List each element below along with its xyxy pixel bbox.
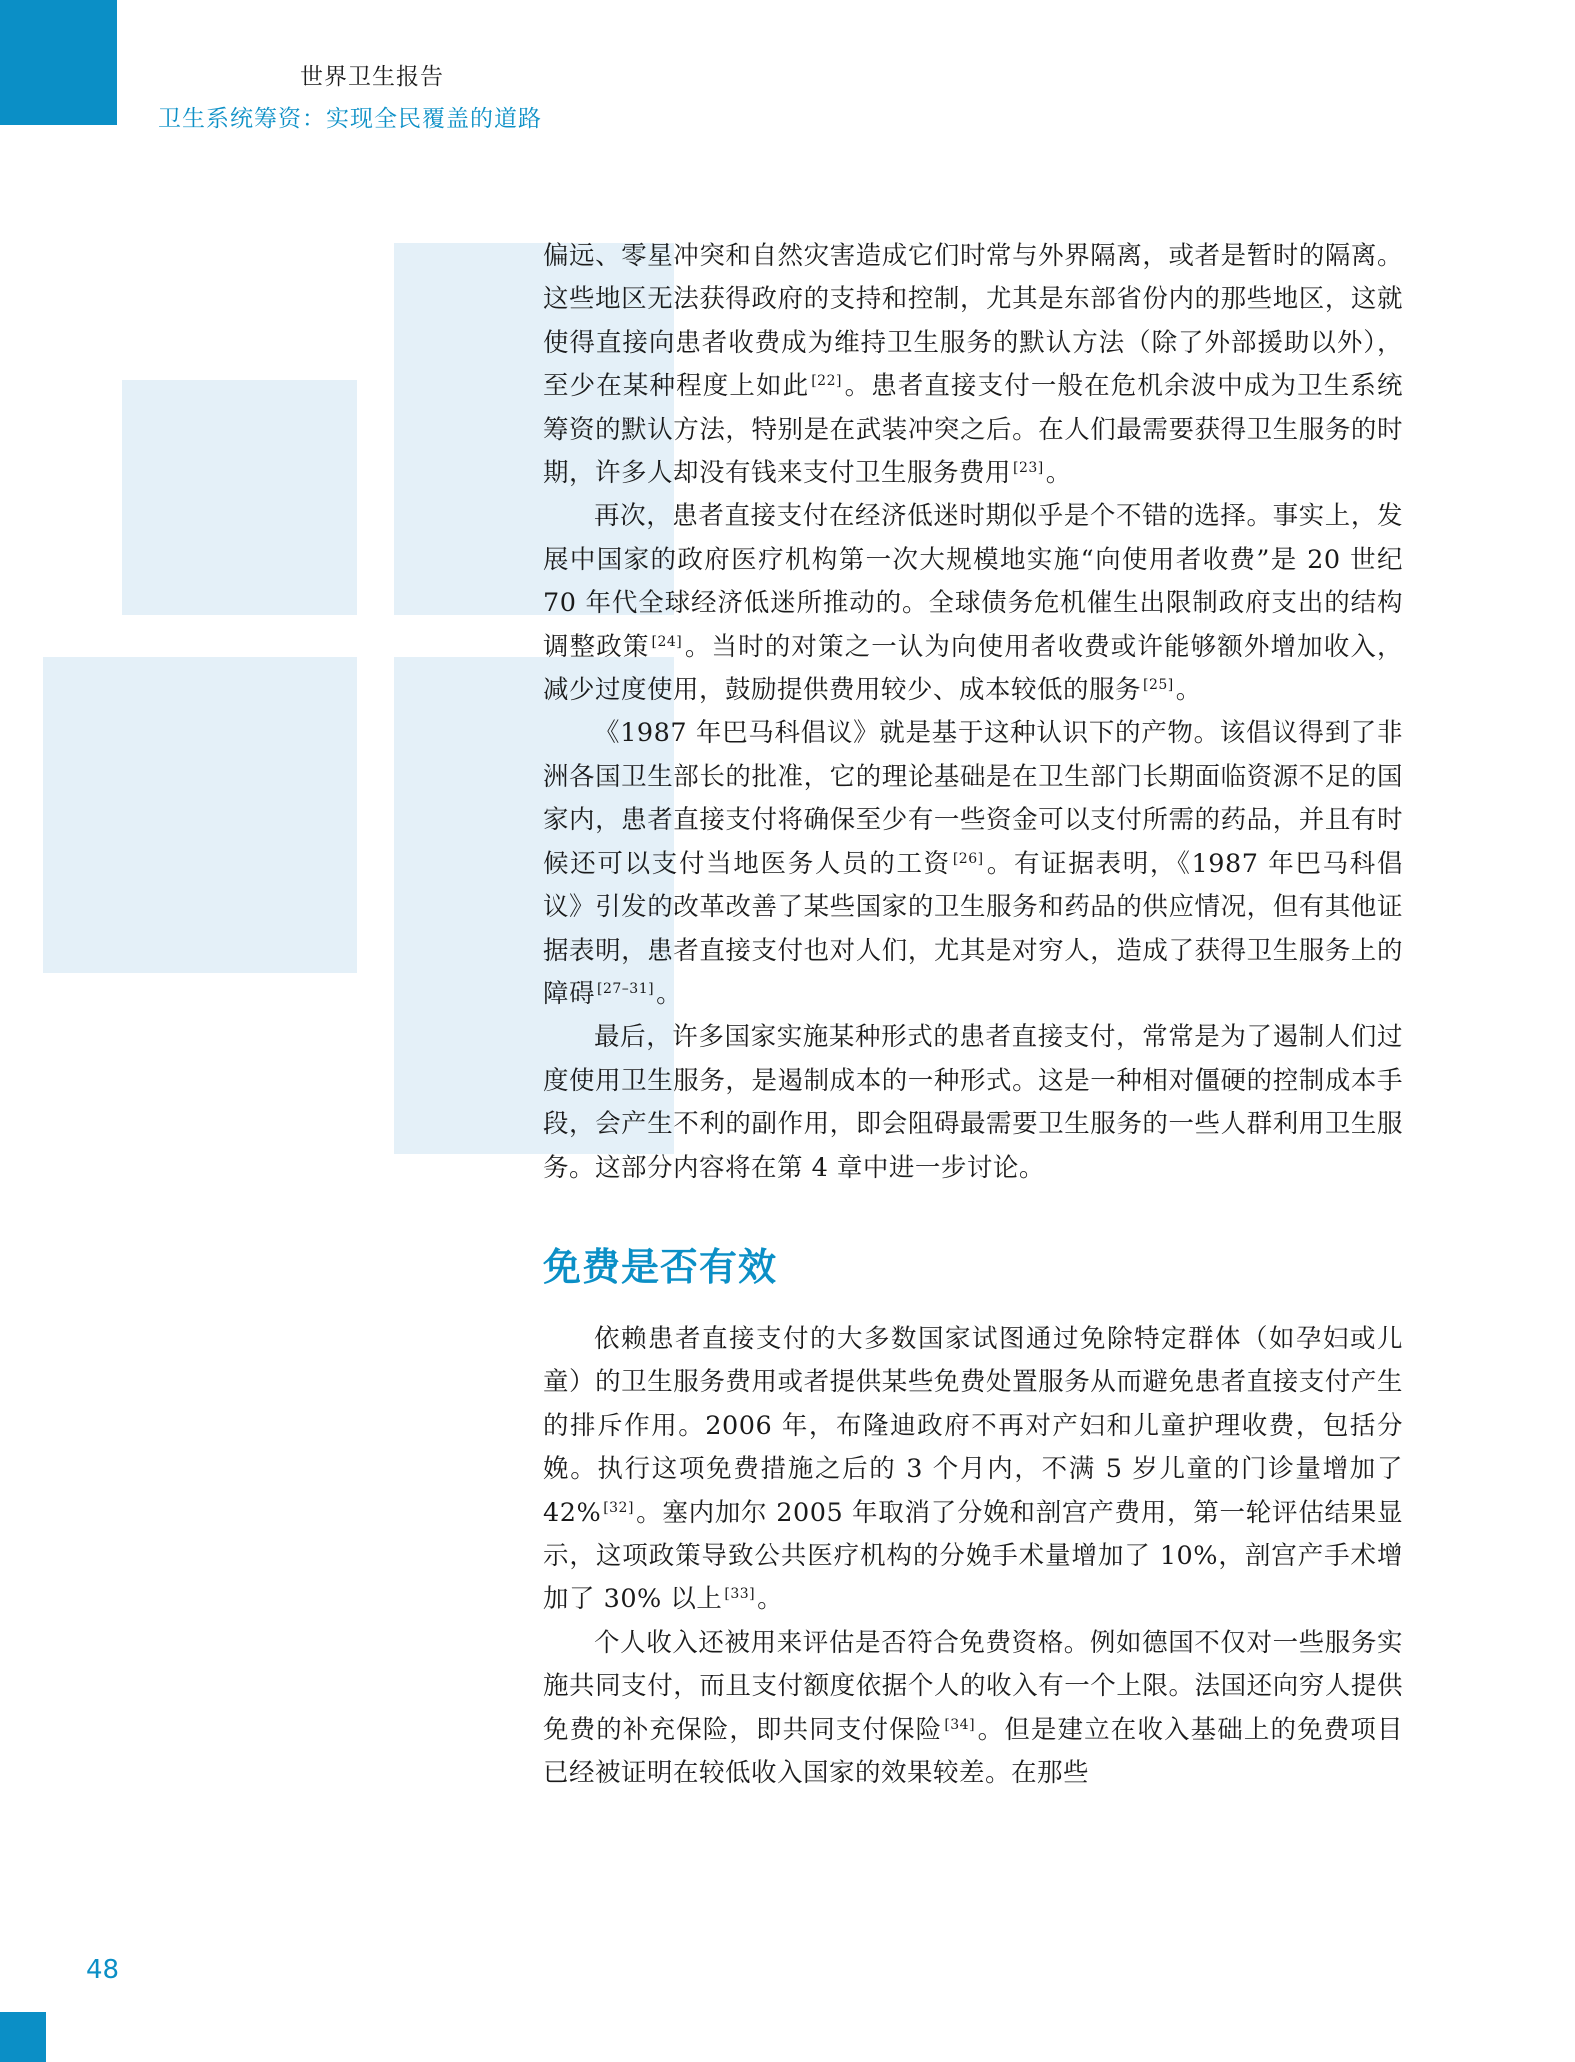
text-run: 偏远、零星冲突和自然灾害造成它们时常与外界隔离，或者是暂时的隔离。这些地区无法获得政府的支持和控制，尤其是东部省份内的那些地区，这就使得直接向患者收费成为维持卫生服务的默认方法（除了外部援助以外），至少在某种程度上如此 xyxy=(543,241,1403,402)
citation: [34] xyxy=(944,1716,976,1733)
paragraph xyxy=(543,1318,1403,1622)
text-run: 个人收入还被用来评估是否符合免费资格。例如德国不仅对一些服务实施共同支付，而且支付额度依据个人的收入有一个上限。法国还向穷人提供免费的补充保险，即共同支付保险 xyxy=(543,1627,1403,1745)
section-heading: 免费是否有效 xyxy=(543,1244,778,1289)
body-text xyxy=(543,235,1403,1795)
decorative-block xyxy=(43,657,357,973)
citation: [23] xyxy=(1013,460,1044,477)
text-run: 。有证据表明，《1987 年巴马科倡议》引发的改革改善了某些国家的卫生服务和药品的供应情况，但有其他证据表明，患者直接支付也对人们，尤其是对穷人，造成了获得卫生服务上的障碍 xyxy=(543,848,1403,1009)
running-subtitle: 卫生系统筹资：实现全民覆盖的道路 xyxy=(158,106,542,132)
text-run: 。患者直接支付一般在危机余波中成为卫生系统筹资的默认方法，特别是在武装冲突之后。在人们最需要获得卫生服务的时期，许多人却没有钱来支付卫生服务费用 xyxy=(543,371,1403,489)
paragraph xyxy=(543,495,1403,712)
citation: [25] xyxy=(1143,677,1174,694)
text-run: 再次，患者直接支付在经济低迷时期似乎是个不错的选择。事实上，发展中国家的政府医疗机构第一次大规模地实施“向使用者收费”是 20 世纪 70 年代全球经济低迷所推动的。全球债务危机催生出限制政府支出的结构调整政策 xyxy=(543,501,1403,662)
text-run: 。 xyxy=(656,978,683,1009)
text-run: 最后，许多国家实施某种形式的患者直接支付，常常是为了遏制人们过度使用卫生服务，是遏制成本的一种形式。这是一种相对僵硬的控制成本手段，会产生不利的副作用，即会阻碍最需要卫生服务的一些人群利用卫生服务。这部分内容将在第 4 章中进一步讨论。 xyxy=(543,1022,1403,1183)
paragraph xyxy=(543,1016,1403,1190)
citation: [22] xyxy=(811,373,842,390)
text-run: 。 xyxy=(1045,458,1072,489)
text-run: 。 xyxy=(757,1584,784,1615)
text-run: 。当时的对策之一认为向使用者收费或许能够额外增加收入， 减少过度使用，鼓励提供费用较少、成本较低的服务 xyxy=(543,631,1403,706)
footer-color-tab xyxy=(0,2012,46,2062)
text-run: 依赖患者直接支付的大多数国家试图通过免除特定群体（如孕妇或儿童）的卫生服务费用或者提供某些免费处置服务从而避免患者直接支付产生的排斥作用。2006 年，布隆迪政府不再对产妇和儿童护理收费，包括分娩。执行这项免费措施之后的 3 个月内，不满 5 岁儿童的门诊量增加了 42% xyxy=(543,1323,1403,1528)
citation: [26] xyxy=(952,850,984,867)
text-run: 《1987 年巴马科倡议》就是基于这种认识下的产物。该倡议得到了非洲各国卫生部长的批准，它的理论基础是在卫生部门长期面临资源不足的国家内，患者直接支付将确保至少有一些资金可以支付所需的药品，并且有时候还可以支付当地医务人员的工资 xyxy=(543,718,1403,879)
text-run: 。但是建立在收入基础上的免费项目已经被证明在较低收入国家的效果较差。在那些 xyxy=(543,1714,1403,1788)
paragraph xyxy=(543,235,1403,495)
citation: [33] xyxy=(724,1586,756,1603)
paragraph xyxy=(543,1622,1403,1796)
citation: [27–31] xyxy=(597,980,655,997)
running-title: 世界卫生报告 xyxy=(300,64,444,90)
text-run: 。塞内加尔 2005 年取消了分娩和剖宫产费用，第一轮评估结果显示，这项政策导致公共医疗机构的分娩手术量增加了 10%，剖宫产手术增加了 30% 以上 xyxy=(543,1497,1403,1615)
paragraph xyxy=(543,712,1403,1016)
header-color-tab xyxy=(0,0,117,125)
text-run: 。 xyxy=(1175,675,1202,706)
citation: [32] xyxy=(603,1499,634,1516)
citation: [24] xyxy=(651,633,683,650)
page-number: 48 xyxy=(86,1955,120,1985)
decorative-block xyxy=(122,380,357,615)
